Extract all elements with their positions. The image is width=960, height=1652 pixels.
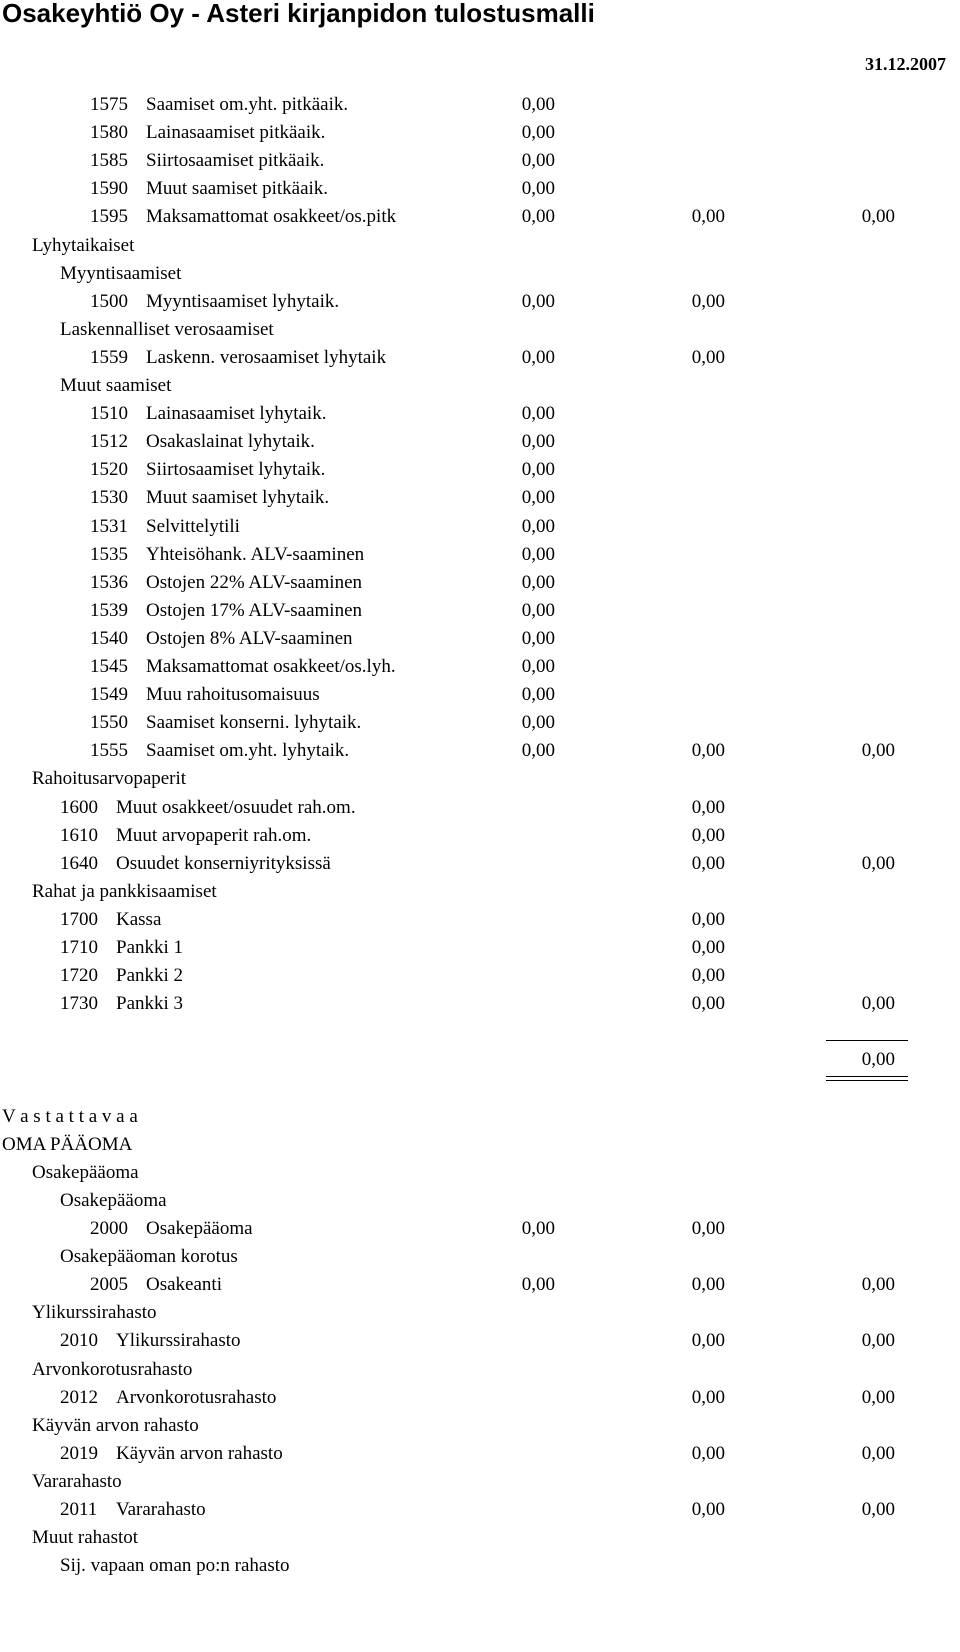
account-row: [0, 455, 960, 484]
amount-c1: 0,00: [521, 656, 555, 677]
group-label: Laskennalliset verosaamiset: [60, 318, 274, 340]
account-name: Saamiset om.yht. pitkäaik.: [146, 94, 349, 115]
account-name: Siirtosaamiset lyhytaik.: [146, 459, 326, 481]
amount-c1: 0,00: [521, 346, 555, 368]
account-row: [0, 596, 960, 625]
group-heading: [0, 1102, 960, 1131]
group-label: OMA PÄÄOMA: [2, 1133, 133, 1155]
group-heading: [0, 1411, 960, 1440]
group-heading: [0, 764, 960, 793]
report-date: 31.12.2007: [865, 54, 946, 74]
group-label: V a s t a t t a v a a: [2, 1105, 138, 1127]
account-name: Pankki 3: [116, 993, 184, 1015]
account-row: [0, 933, 960, 962]
account-name: Selvittelytili: [146, 515, 240, 537]
amount-c2: 0,00: [691, 852, 725, 874]
account-row: [0, 989, 960, 1018]
amount-c2: 0,00: [691, 796, 725, 818]
account-code: 2011: [60, 1499, 98, 1520]
account-code: 1559: [90, 346, 128, 368]
account-name: Siirtosaamiset pitkäaik.: [146, 150, 325, 172]
account-row: [0, 905, 960, 934]
amount-c1: 0,00: [521, 571, 555, 593]
account-name: Ostojen 17% ALV-saaminen: [146, 599, 363, 621]
account-code: 1530: [90, 487, 128, 509]
amount-c3: 0,00: [861, 1442, 895, 1464]
group-heading: [0, 231, 960, 260]
amount-c1: 0,00: [521, 206, 555, 228]
account-name: Muut saamiset pitkäaik.: [146, 178, 329, 200]
account-code: 1580: [90, 122, 128, 144]
amount-c1: 0,00: [521, 740, 555, 762]
account-name: Käyvän arvon rahasto: [116, 1442, 283, 1464]
account-code: 1539: [90, 599, 128, 621]
group-label: Arvonkorotusrahasto: [32, 1358, 193, 1380]
amount-c3: 0,00: [861, 852, 895, 874]
account-row: [0, 961, 960, 990]
account-code: 1640: [60, 852, 98, 874]
group-heading: [0, 1523, 960, 1552]
account-row: [0, 1270, 960, 1299]
account-row: [0, 287, 960, 316]
account-name: Ylikurssirahasto: [116, 1330, 241, 1352]
group-label: Osakepääoma: [60, 1189, 167, 1211]
group-label: Rahat ja pankkisaamiset: [32, 880, 217, 902]
account-name: Maksamattomat osakkeet/os.lyh.: [146, 656, 396, 677]
account-code: 1590: [90, 178, 128, 200]
account-name: Muut osakkeet/osuudet rah.om.: [116, 796, 356, 818]
account-name: Osakaslainat lyhytaik.: [146, 431, 315, 453]
account-name: Muut saamiset lyhytaik.: [146, 487, 330, 509]
group-label: Käyvän arvon rahasto: [32, 1414, 199, 1436]
amount-c1: 0,00: [521, 122, 555, 144]
amount-c2: 0,00: [691, 206, 725, 228]
amount-c2: 0,00: [691, 937, 725, 958]
amount-c2: 0,00: [691, 1386, 725, 1408]
account-name: Lainasaamiset pitkäaik.: [146, 122, 326, 144]
amount-c1: 0,00: [521, 1274, 555, 1296]
account-code: 1535: [90, 543, 128, 565]
amount-c3: 0,00: [861, 1274, 895, 1296]
account-row: [0, 652, 960, 681]
account-code: 1575: [90, 94, 128, 115]
account-name: Vararahasto: [116, 1499, 206, 1520]
account-row: [0, 174, 960, 203]
account-code: 1520: [90, 459, 128, 481]
group-heading: [0, 1298, 960, 1327]
group-heading: [0, 1186, 960, 1215]
amount-c1: 0,00: [521, 515, 555, 537]
amount-c3: 0,00: [861, 740, 895, 762]
account-name: Ostojen 8% ALV-saaminen: [146, 627, 353, 649]
amount-c3: 0,00: [861, 993, 895, 1015]
group-label: Muut rahastot: [32, 1527, 139, 1549]
account-row: [0, 821, 960, 850]
amount-c1: 0,00: [521, 290, 555, 312]
account-code: 1512: [90, 431, 128, 453]
group-label: Sij. vapaan oman po:n rahasto: [60, 1555, 290, 1577]
account-name: Arvonkorotusrahasto: [116, 1386, 277, 1408]
account-code: 1549: [90, 684, 128, 706]
account-code: 1710: [60, 937, 98, 958]
group-label: Osakepääoma: [32, 1161, 139, 1183]
group-heading: [0, 1551, 960, 1580]
account-row: [0, 118, 960, 147]
account-name: Osuudet konserniyrityksissä: [116, 852, 331, 874]
account-row: [0, 1214, 960, 1243]
account-row: [0, 202, 960, 231]
group-label: Lyhytaikaiset: [32, 234, 135, 256]
account-row: [0, 1326, 960, 1355]
spacer-row: [0, 1074, 960, 1103]
account-row: [0, 793, 960, 822]
amount-c1: 0,00: [521, 543, 555, 565]
account-name: Ostojen 22% ALV-saaminen: [146, 571, 363, 593]
group-heading: [0, 1158, 960, 1187]
amount-c1: 0,00: [521, 599, 555, 621]
account-row: [0, 1495, 960, 1524]
account-name: Saamiset om.yht. lyhytaik.: [146, 740, 350, 762]
account-code: 2019: [60, 1442, 98, 1464]
account-code: 2000: [90, 1218, 128, 1239]
group-heading: [0, 259, 960, 288]
account-code: 1585: [90, 150, 128, 172]
amount-c2: 0,00: [691, 1218, 725, 1239]
account-code: 1595: [90, 206, 128, 228]
amount-c2: 0,00: [691, 290, 725, 312]
amount-c1: 0,00: [521, 459, 555, 481]
account-row: [0, 568, 960, 597]
account-name: Saamiset konserni. lyhytaik.: [146, 712, 362, 734]
amount-c2: 0,00: [691, 1442, 725, 1464]
group-label: Rahoitusarvopaperit: [32, 768, 187, 790]
group-heading: [0, 1355, 960, 1384]
account-code: 1536: [90, 571, 128, 593]
account-name: Kassa: [116, 908, 162, 930]
account-name: Yhteisöhank. ALV-saaminen: [146, 543, 365, 565]
amount-c3: 0,00: [861, 206, 895, 228]
amount-c2: 0,00: [691, 908, 725, 930]
amount-c1: 0,00: [521, 94, 555, 115]
amount-c3: 0,00: [861, 1049, 895, 1071]
amount-c3: 0,00: [861, 1499, 895, 1520]
account-name: Osakeanti: [146, 1274, 222, 1296]
account-code: 1545: [90, 656, 128, 677]
group-label: Muut saamiset: [60, 375, 172, 396]
group-label: Myyntisaamiset: [60, 262, 182, 284]
account-row: [0, 343, 960, 372]
report-title: Osakeyhtiö Oy - Asteri kirjanpidon tulostusmalli: [2, 0, 595, 28]
spacer-row: [0, 1017, 960, 1046]
account-row: [0, 1439, 960, 1468]
account-code: 1555: [90, 740, 128, 762]
total-row: [0, 1045, 960, 1074]
account-name: Lainasaamiset lyhytaik.: [146, 403, 327, 425]
account-code: 1540: [90, 627, 128, 649]
amount-c1: 0,00: [521, 712, 555, 734]
group-heading: [0, 1242, 960, 1271]
group-label: Vararahasto: [32, 1470, 122, 1492]
amount-c2: 0,00: [691, 824, 725, 846]
account-code: 1720: [60, 965, 98, 987]
account-name: Pankki 1: [116, 937, 184, 958]
account-code: 1510: [90, 403, 128, 425]
amount-c3: 0,00: [861, 1386, 895, 1408]
amount-c2: 0,00: [691, 1274, 725, 1296]
group-label: Osakepääoman korotus: [60, 1246, 238, 1268]
account-code: 2005: [90, 1274, 128, 1296]
account-row: [0, 736, 960, 765]
account-name: Muut arvopaperit rah.om.: [116, 824, 312, 846]
account-code: 1700: [60, 908, 98, 930]
amount-c1: 0,00: [521, 1218, 555, 1239]
account-code: 1531: [90, 515, 128, 537]
group-heading: [0, 1467, 960, 1496]
group-heading: [0, 371, 960, 400]
account-row: [0, 540, 960, 569]
account-row: [0, 624, 960, 653]
account-row: [0, 708, 960, 737]
amount-c1: 0,00: [521, 627, 555, 649]
amount-c2: 0,00: [691, 993, 725, 1015]
group-label: Ylikurssirahasto: [32, 1302, 157, 1324]
amount-c1: 0,00: [521, 178, 555, 200]
account-row: [0, 512, 960, 541]
amount-c2: 0,00: [691, 740, 725, 762]
account-code: 1500: [90, 290, 128, 312]
account-name: Maksamattomat osakkeet/os.pitk: [146, 206, 397, 228]
amount-c2: 0,00: [691, 965, 725, 987]
amount-c3: 0,00: [861, 1330, 895, 1352]
group-heading: [0, 1130, 960, 1159]
amount-c2: 0,00: [691, 1330, 725, 1352]
account-name: Myyntisaamiset lyhytaik.: [146, 290, 340, 312]
account-code: 1600: [60, 796, 98, 818]
account-row: [0, 849, 960, 878]
amount-c1: 0,00: [521, 150, 555, 172]
account-row: [0, 90, 960, 119]
group-heading: [0, 315, 960, 344]
amount-c1: 0,00: [521, 403, 555, 425]
amount-c1: 0,00: [521, 684, 555, 706]
account-row: [0, 1383, 960, 1412]
total-top-rule: [826, 1040, 908, 1041]
account-row: [0, 146, 960, 175]
amount-c2: 0,00: [691, 1499, 725, 1520]
account-row: [0, 399, 960, 428]
account-row: [0, 680, 960, 709]
amount-c2: 0,00: [691, 346, 725, 368]
account-name: Pankki 2: [116, 965, 184, 987]
account-code: 2010: [60, 1330, 98, 1352]
account-code: 1550: [90, 712, 128, 734]
amount-c1: 0,00: [521, 487, 555, 509]
account-name: Laskenn. verosaamiset lyhytaik: [146, 346, 387, 368]
group-heading: [0, 877, 960, 906]
account-code: 2012: [60, 1386, 98, 1408]
account-code: 1730: [60, 993, 98, 1015]
account-row: [0, 483, 960, 512]
account-name: Muu rahoitusomaisuus: [146, 684, 320, 706]
amount-c1: 0,00: [521, 431, 555, 453]
account-code: 1610: [60, 824, 98, 846]
account-name: Osakepääoma: [146, 1218, 253, 1239]
account-row: [0, 427, 960, 456]
